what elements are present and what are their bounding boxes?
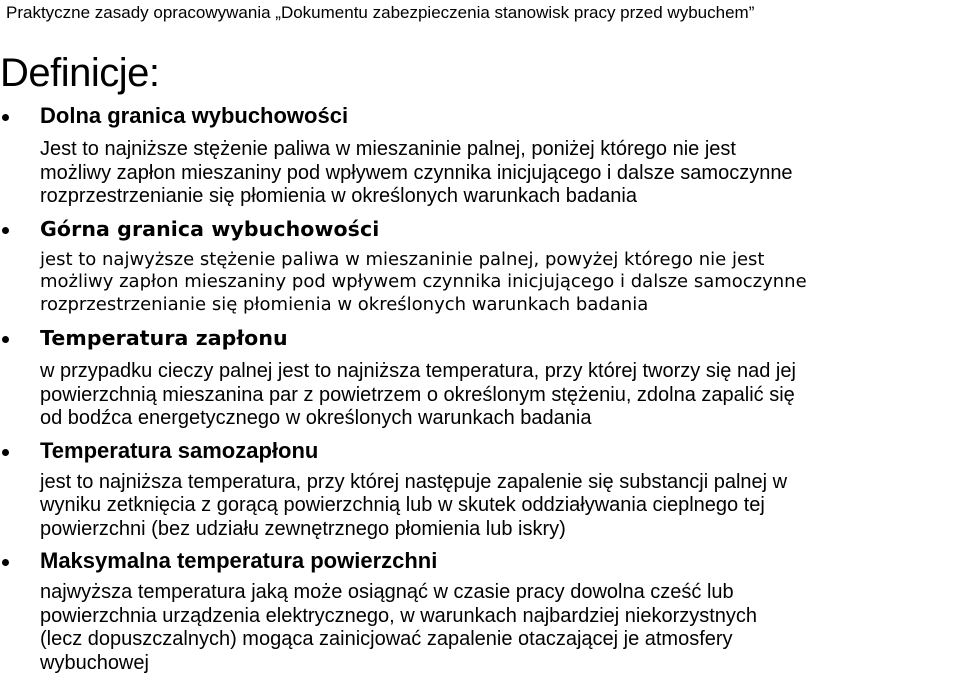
definition-line: powierzchni (bez udziału zewnętrznego płomienia lub iskry) bbox=[40, 518, 960, 542]
definition-heading-text: Temperatura samozapłonu bbox=[40, 438, 318, 463]
definition-body bbox=[0, 581, 960, 675]
definition-line: jest to najniższa temperatura, przy której następuje zapalenie się substancji palnej w bbox=[40, 471, 960, 495]
definition-heading-text: Maksymalna temperatura powierzchni bbox=[40, 548, 437, 573]
definition-line: jest to najwyższe stężenie paliwa w mieszaninie palnej, powyżej którego nie jest bbox=[40, 249, 960, 272]
definition-line: Jest to najniższe stężenie paliwa w mieszaninie palnej, poniżej którego nie jest bbox=[40, 138, 960, 162]
slide-header: Praktyczne zasady opracowywania „Dokumentu zabezpieczenia stanowisk pracy przed wybuchem” bbox=[6, 2, 754, 24]
definition-heading-text: Górna granica wybuchowości bbox=[40, 217, 379, 241]
definition-heading-text: Temperatura zapłonu bbox=[40, 326, 288, 350]
definition-line: powierzchnią mieszanina par z powietrzem o określonym stężeniu, zdolna zapalić się bbox=[40, 384, 960, 408]
definition-body bbox=[0, 360, 960, 431]
definition-line: w przypadku cieczy palnej jest to najniższa temperatura, przy której tworzy się nad jej bbox=[40, 360, 960, 384]
definition-line: możliwy zapłon mieszaniny pod wpływem czynnika inicjującego i dalsze samoczynne bbox=[40, 271, 960, 294]
definition-heading bbox=[0, 324, 960, 352]
bullet-icon bbox=[2, 227, 9, 234]
definition-line: od bodźca energetycznego w określonych warunkach badania bbox=[40, 407, 960, 431]
definition-line: rozprzestrzenianie się płomienia w określonych warunkach badania bbox=[40, 185, 960, 209]
definition-heading bbox=[0, 102, 960, 130]
definition-item-autoignition-temperature bbox=[0, 437, 960, 542]
definition-line: wyniku zetknięcia z gorącą powierzchnią lub w skutek oddziaływania cieplnego tej bbox=[40, 494, 960, 518]
definition-item-flash-point bbox=[0, 324, 960, 431]
definition-line: powierzchnia urządzenia elektrycznego, w warunkach najbardziej niekorzystnych bbox=[40, 605, 960, 629]
definition-item-upper-explosive-limit bbox=[0, 215, 960, 317]
definition-heading-text: Dolna granica wybuchowości bbox=[40, 103, 348, 128]
definition-item-lower-explosive-limit bbox=[0, 102, 960, 209]
bullet-icon bbox=[2, 336, 9, 343]
definition-line: możliwy zapłon mieszaniny pod wpływem czynnika inicjującego i dalsze samoczynne bbox=[40, 162, 960, 186]
page-title: Definicje: bbox=[0, 48, 160, 98]
definition-heading bbox=[0, 437, 960, 465]
definition-heading bbox=[0, 547, 960, 575]
definition-body bbox=[0, 138, 960, 209]
definition-item-max-surface-temperature bbox=[0, 547, 960, 675]
definition-line: (lecz dopuszczalnych) mogąca zainicjować zapalenie otaczającej je atmosfery bbox=[40, 628, 960, 652]
definition-line: wybuchowej bbox=[40, 652, 960, 675]
bullet-icon bbox=[2, 449, 9, 456]
definitions-list bbox=[0, 100, 960, 675]
definition-body bbox=[0, 471, 960, 542]
definition-body bbox=[0, 249, 960, 317]
definition-line: rozprzestrzenianie się płomienia w określonych warunkach badania bbox=[40, 294, 960, 317]
bullet-icon bbox=[2, 559, 9, 566]
definition-line: najwyższa temperatura jaką może osiągnąć w czasie pracy dowolna cześć lub bbox=[40, 581, 960, 605]
definition-heading bbox=[0, 215, 960, 243]
bullet-icon bbox=[2, 114, 9, 121]
